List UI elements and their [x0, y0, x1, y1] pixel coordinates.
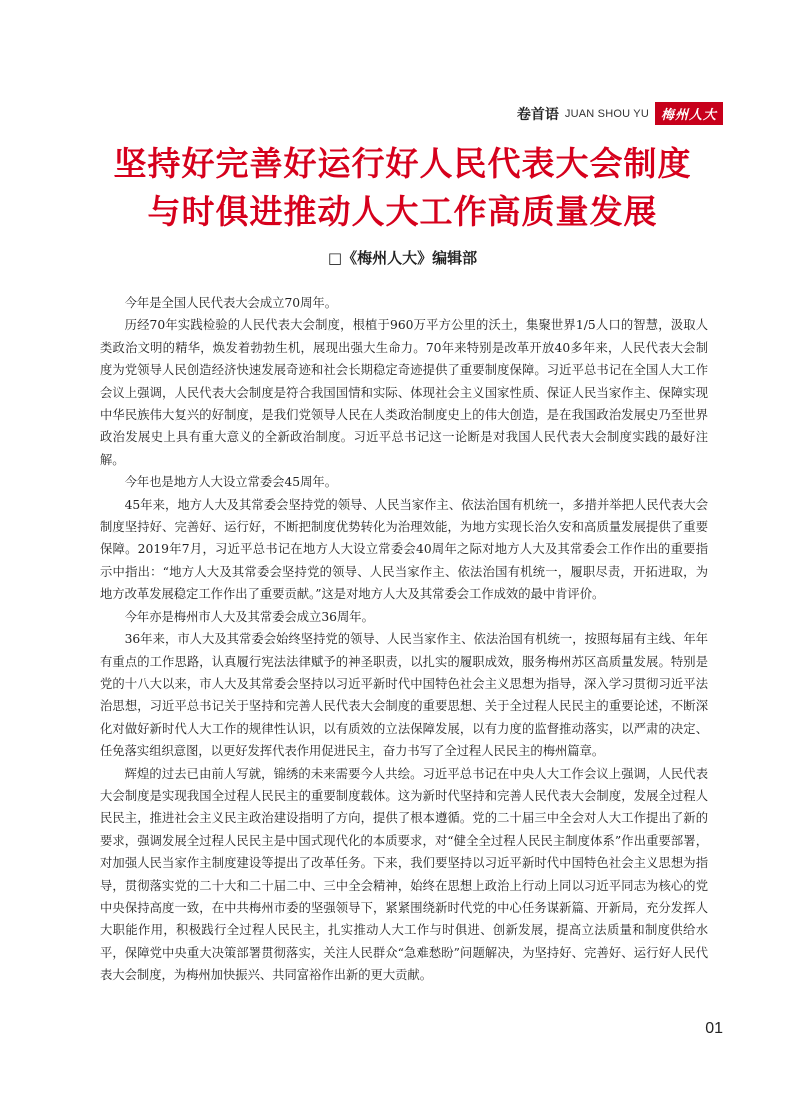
paragraph: 今年是全国人民代表大会成立70周年。	[124, 296, 337, 310]
paragraph: 辉煌的过去已由前人写就，锦绣的未来需要今人共绘。习近平总书记在中央人大工作会议上强调，人民代表大会制度是实现我国全过程人民民主的重要制度载体。这为新时代坚持和完善人民代表大会制度，发展全过程人民民主，推进社会主义民主政治建设指明了方向，提供了根本遵循。党的二十届三中全会对人大工作提出了新的要求，强调发展全过程人民民主是中国式现代化的本质要求，对“健全全过程人民民主制度体系”作出重要部署，对加强人民当家作主制度建设等提出了改革任务。下来，我们要坚持以习近平新时代中国特色社会主义思想为指导，贯彻落实党的二十大和二十届二中、三中全会精神，始终在思想上政治上行动上同以习近平同志为核心的党中央保持高度一致，在中共梅州市委的坚强领导下，紧紧围绕新时代党的中心任务谋新篇、开新局，充分发挥人大职能作用，积极践行全过程人民民主，扎实推动人大工作与时俱进、创新发展，提高立法质量和制度供给水平，保障党中央重大决策部署贯彻落实，关注人民群众“急难愁盼”问题解决，为坚持好、完善好、运行好人民代表大会制度，为梅州加快振兴、共同富裕作出新的更大贡献。	[100, 766, 708, 983]
page-number: 01	[705, 1020, 723, 1037]
column-name: 卷首语	[516, 106, 559, 123]
column-pinyin: JUAN SHOU YU	[564, 107, 649, 120]
brand-logo: 梅州人大	[655, 102, 723, 125]
column-header	[517, 102, 723, 125]
paragraph: 36年来，市人大及其常委会始终坚持党的领导、人民当家作主、依法治国有机统一，按照每届有主线、年年有重点的工作思路，认真履行宪法法律赋予的神圣职责，以扎实的履职成效，服务梅州苏区高质量发展。特别是党的十八大以来，市人大及其常委会坚持以习近平新时代中国特色社会主义思想为指导，深入学习贯彻习近平法治思想，习近平总书记关于坚持和完善人民代表大会制度的重要思想、关于全过程人民民主的重要论述，不断深化对做好新时代人大工作的规律性认识，以有质效的立法保障发展，以有力度的监督推动落实，以严肃的决定、任免落实组织意图，以更好发挥代表作用促进民主，奋力书写了全过程人民民主的梅州篇章。	[100, 632, 708, 759]
article-body	[100, 292, 708, 987]
title-line-2: 与时俱进推动人大工作高质量发展	[147, 192, 658, 231]
article-title	[0, 140, 805, 236]
paragraph: 45年来，地方人大及其常委会坚持党的领导、人民当家作主、依法治国有机统一，多措并举把人民代表大会制度坚持好、完善好、运行好，不断把制度优势转化为治理效能，为地方实现长治久安和高质量发展提供了重要保障。2019年7月，习近平总书记在地方人大设立常委会40周年之际对地方人大及其常委会工作作出的重要指示中指出：“地方人大及其常委会坚持党的领导、人民当家作主、依法治国有机统一，履职尽责，开拓进取，为地方改革发展稳定工作作出了重要贡献。”这是对地方人大及其常委会工作成效的最中肯评价。	[100, 497, 708, 602]
paragraph: 今年亦是梅州市人大及其常委会成立36周年。	[124, 609, 374, 624]
paragraph: 历经70年实践检验的人民代表大会制度，根植于960万平方公里的沃土，集聚世界1/5人口的智慧，汲取人类政治文明的精华，焕发着勃勃生机，展现出强大生命力。70年来特别是改革开放40多年来，人民代表大会制度为党领导人民创造经济快速发展奇迹和社会长期稳定奇迹提供了重要制度保障。习近平总书记在全国人大工作会议上强调，人民代表大会制度是符合我国国情和实际、体现社会主义国家性质、保证人民当家作主、保障实现中华民族伟大复兴的好制度，是我们党领导人民在人类政治制度史上的伟大创造，是在我国政治发展史乃至世界政治发展史上具有重大意义的全新政治制度。习近平总书记这一论断是对我国人民代表大会制度实践的最好注解。	[100, 318, 708, 467]
byline: □《梅州人大》编辑部	[327, 249, 478, 267]
title-line-1: 坚持好完善好运行好人民代表大会制度	[113, 144, 692, 183]
paragraph: 今年也是地方人大设立常委会45周年。	[124, 475, 337, 490]
